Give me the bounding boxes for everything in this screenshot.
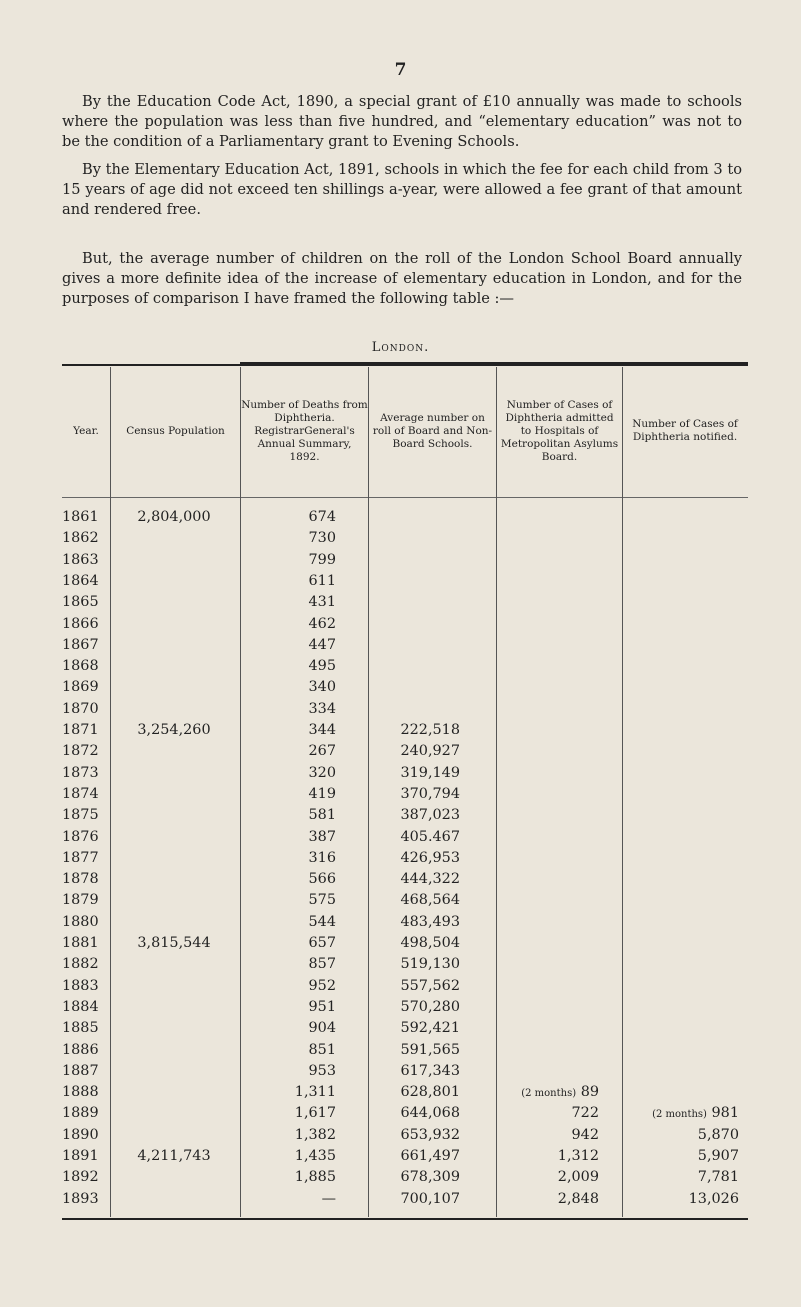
table-row [0,1191,801,1214]
cell-census-population: 3,254,260 [137,722,211,738]
table-row [0,1169,801,1192]
cell-year: 1864 [62,572,99,589]
table-row [0,999,801,1022]
cell-deaths: 431 [308,594,336,611]
cell-average-on-roll: 644,068 [400,1105,460,1122]
table-row [0,978,801,1001]
cell-year: 1863 [62,551,99,568]
table-row [0,722,801,745]
cell-average-on-roll: 570,280 [400,998,460,1015]
table-row [0,956,801,979]
cell-year: 1869 [62,679,99,696]
cell-deaths: 1,311 [294,1084,336,1101]
table-bottom-rule [62,1218,748,1220]
cell-year: 1876 [62,828,99,845]
cell-census-population: 2,804,000 [137,509,211,525]
cell-hospital-cases [496,1127,599,1143]
cell-year: 1882 [62,956,99,973]
notified-period-note: (2 months) [652,1109,707,1121]
paragraph-education-code-act: By the Education Code Act, 1890, a special grant of £10 annually was made to schools where the population was less than five hundred, and “elementary education” was not to be the condition of a Parliamentary grant to Evening Schools. [62,93,742,150]
cell-deaths: 857 [308,956,336,973]
cell-average-on-roll: 661,497 [400,1148,460,1164]
table-row [0,573,801,596]
cell-notified-cases-value: 7,781 [697,1169,739,1186]
cell-year: 1892 [62,1169,99,1186]
cell-average-on-roll: 444,322 [400,871,460,888]
table-row [0,658,801,681]
cell-deaths: 320 [308,764,336,781]
cell-year: 1886 [62,1041,99,1058]
cell-hospital-cases-value: 942 [571,1126,599,1143]
cell-deaths: 953 [308,1062,336,1079]
cell-hospital-cases [496,1084,599,1100]
cell-average-on-roll: 519,130 [400,956,460,973]
cell-year: 1877 [62,849,99,866]
cell-deaths: 611 [308,572,336,589]
table-row [0,1084,801,1107]
cell-hospital-cases [496,1105,599,1121]
header-deaths: Number of Deaths from Diphtheria. RegistrarGeneral's Annual Summary, 1892. [241,398,368,463]
cell-average-on-roll: 222,518 [400,722,460,738]
cell-average-on-roll: 426,953 [400,849,460,866]
hospital-period-note: (2 months) [521,1088,577,1100]
table-header-rule [62,497,748,498]
table-row [0,1042,801,1065]
cell-hospital-cases-value: 2,848 [557,1190,599,1207]
table-row [0,935,801,958]
cell-average-on-roll: 700,107 [400,1190,460,1207]
table-row [0,616,801,639]
cell-deaths: 544 [308,913,336,930]
cell-notified-cases-value: 13,026 [688,1190,739,1207]
table-row [0,1020,801,1043]
cell-year: 1885 [62,1020,99,1037]
cell-notified-cases [622,1127,739,1143]
cell-average-on-roll: 617,343 [400,1062,460,1079]
cell-deaths: 575 [308,892,336,909]
cell-deaths: 340 [308,679,336,696]
cell-notified-cases [622,1105,739,1121]
cell-notified-cases [622,1169,739,1185]
table-row [0,679,801,702]
cell-year: 1878 [62,871,99,888]
table-row [0,914,801,937]
cell-year: 1881 [62,935,99,951]
cell-notified-cases-value: 981 [711,1105,739,1122]
cell-notified-cases [622,1148,739,1164]
cell-year: 1872 [62,743,99,760]
cell-deaths: 799 [308,551,336,568]
cell-hospital-cases [496,1169,599,1185]
cell-average-on-roll: 483,493 [400,913,460,930]
cell-hospital-cases-value: 2,009 [557,1169,599,1186]
cell-year: 1862 [62,530,99,547]
cell-average-on-roll: 628,801 [400,1084,460,1101]
cell-year: 1868 [62,658,99,675]
cell-census-population: 3,815,544 [137,935,211,951]
table-row [0,892,801,915]
cell-deaths: 267 [308,743,336,760]
cell-average-on-roll: 405.467 [400,828,460,845]
cell-year: 1866 [62,615,99,632]
cell-deaths: 447 [308,636,336,653]
cell-deaths: 462 [308,615,336,632]
table-row [0,1127,801,1150]
cell-deaths: 951 [308,998,336,1015]
cell-average-on-roll: 653,932 [400,1126,460,1143]
cell-deaths: 1,885 [294,1169,336,1186]
table-row [0,530,801,553]
table-row [0,701,801,724]
cell-year: 1888 [62,1084,99,1101]
cell-deaths: 387 [308,828,336,845]
cell-average-on-roll: 498,504 [400,935,460,951]
cell-year: 1890 [62,1126,99,1143]
cell-hospital-cases-value: 1,312 [557,1148,599,1164]
paragraph-elementary-education-act: By the Elementary Education Act, 1891, schools in which the fee for each child from 3 to 15 years of age did not exceed ten shillings a-year, were allowed a fee grant of that amount and rendered free. [62,161,742,218]
cell-deaths: 657 [308,935,336,951]
cell-average-on-roll: 678,309 [400,1169,460,1186]
cell-year: 1875 [62,807,99,824]
cell-deaths: 316 [308,849,336,866]
cell-deaths: — [321,1190,336,1207]
cell-year: 1871 [62,722,99,738]
table-row [0,807,801,830]
cell-year: 1874 [62,785,99,802]
cell-deaths: 495 [308,658,336,675]
table-row [0,637,801,660]
cell-year: 1879 [62,892,99,909]
table-top-rule-lower [62,364,748,366]
cell-deaths: 674 [308,509,336,525]
cell-average-on-roll: 557,562 [400,977,460,994]
cell-deaths: 904 [308,1020,336,1037]
cell-notified-cases-value: 5,870 [697,1126,739,1143]
cell-deaths: 581 [308,807,336,824]
cell-hospital-cases [496,1191,599,1207]
paragraph-table-intro: But, the average number of children on the roll of the London School Board annually gives a more definite idea of the increase of elementary education in London, and for the purposes of comparison I have framed the following table :— [62,250,742,307]
header-year: Year. [73,424,99,437]
cell-year: 1873 [62,764,99,781]
table-row [0,743,801,766]
cell-year: 1861 [62,509,99,525]
cell-average-on-roll: 240,927 [400,743,460,760]
header-census-population: Census Population [126,424,225,437]
header-notified-cases: Number of Cases of Diphtheria notified. [632,418,738,443]
table-row [0,1063,801,1086]
cell-year: 1867 [62,636,99,653]
cell-year: 1887 [62,1062,99,1079]
cell-average-on-roll: 591,565 [400,1041,460,1058]
table-row [0,552,801,575]
cell-year: 1883 [62,977,99,994]
cell-hospital-cases [496,1148,599,1164]
cell-average-on-roll: 370,794 [400,785,460,802]
cell-deaths: 419 [308,785,336,802]
cell-average-on-roll: 592,421 [400,1020,460,1037]
header-hospital-cases: Number of Cases of Diphtheria admitted to Hospitals of Metropolitan Asylums Board. [500,398,619,463]
table-row [0,871,801,894]
cell-average-on-roll: 468,564 [400,892,460,909]
cell-year: 1880 [62,913,99,930]
table-row [0,1105,801,1128]
cell-average-on-roll: 387,023 [400,807,460,824]
cell-hospital-cases-value: 89 [580,1084,599,1101]
table-row [0,786,801,809]
table-caption: London. [371,340,430,355]
table-row [0,509,801,532]
cell-year: 1889 [62,1105,99,1122]
cell-deaths: 344 [308,722,336,738]
cell-deaths: 1,617 [294,1105,336,1122]
cell-census-population: 4,211,743 [137,1148,211,1164]
header-average-on-roll: Average number on roll of Board and Non-Board Schools. [372,411,493,450]
cell-year: 1870 [62,700,99,717]
table-row [0,850,801,873]
table-row [0,594,801,617]
cell-deaths: 1,435 [294,1148,336,1164]
cell-average-on-roll: 319,149 [400,764,460,781]
cell-deaths: 730 [308,530,336,547]
cell-deaths: 566 [308,871,336,888]
cell-notified-cases-value: 5,907 [697,1148,739,1164]
table-row [0,1148,801,1171]
table-row [0,829,801,852]
cell-year: 1884 [62,998,99,1015]
cell-deaths: 334 [308,700,336,717]
cell-year: 1865 [62,594,99,611]
page-number: 7 [394,60,407,80]
cell-notified-cases [622,1191,739,1207]
cell-deaths: 1,382 [294,1126,336,1143]
cell-year: 1893 [62,1190,99,1207]
cell-deaths: 851 [308,1041,336,1058]
cell-year: 1891 [62,1148,99,1164]
table-row [0,765,801,788]
cell-hospital-cases-value: 722 [571,1105,599,1122]
cell-deaths: 952 [308,977,336,994]
